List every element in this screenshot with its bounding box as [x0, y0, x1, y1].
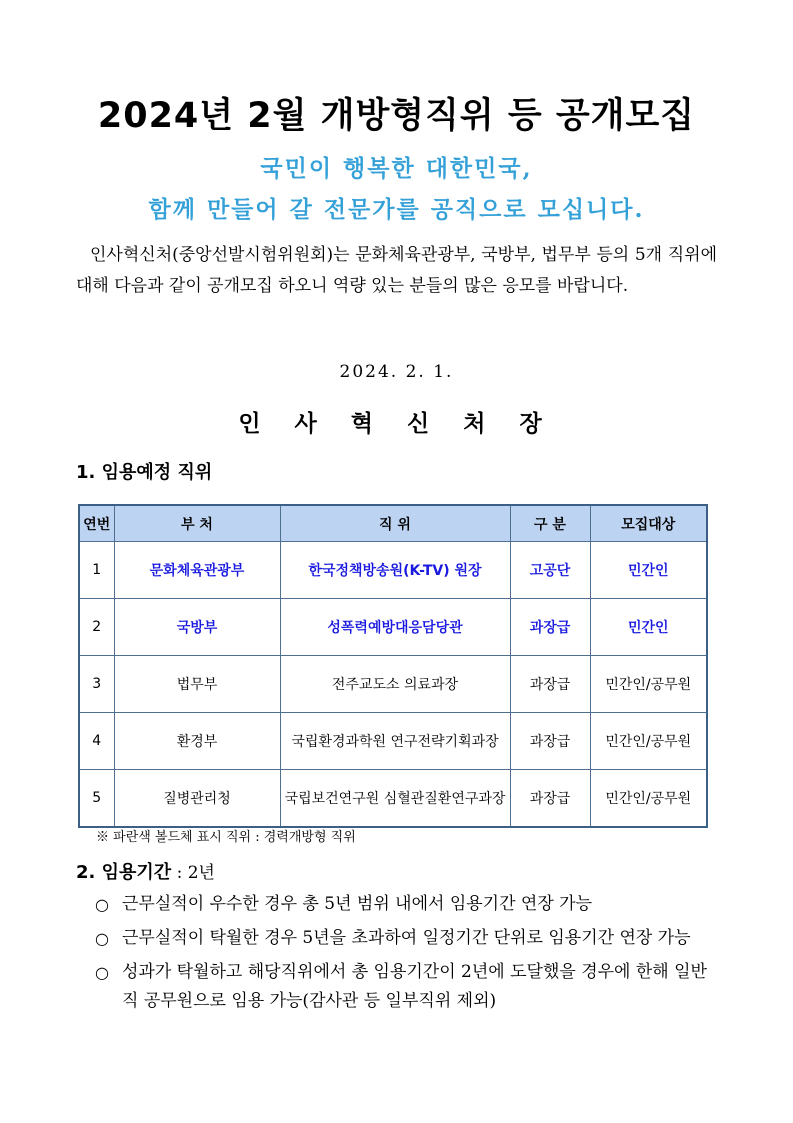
column-header-target: 모집대상 [590, 505, 707, 542]
section-1-heading: 1. 임용예정 직위 [76, 462, 213, 483]
list-item-text: 성과가 탁월하고 해당직위에서 총 임용기간이 2년에 도달했을 경우에 한해 일반직 공무원으로 임용 가능(감사관 등 일부직위 제외) [122, 962, 707, 1011]
section-2-heading [76, 858, 215, 884]
list-item [92, 958, 718, 1016]
row-number: 5 [79, 770, 114, 828]
row-number: 4 [79, 713, 114, 770]
table-row [79, 542, 707, 599]
table-footnote: ※ 파란색 볼드체 표시 직위 : 경력개방형 직위 [96, 830, 356, 845]
list-item [92, 924, 718, 953]
row-number: 1 [79, 542, 114, 599]
ministry-cell: 법무부 [114, 656, 280, 713]
positions-table [78, 504, 708, 828]
list-item [92, 890, 718, 919]
position-cell: 성폭력예방대응담당관 [280, 599, 510, 656]
table-row [79, 599, 707, 656]
list-item-text: 근무실적이 탁월한 경우 5년을 초과하여 일정기간 단위로 임용기간 연장 가능 [122, 928, 691, 948]
target-cell: 민간인 [590, 542, 707, 599]
section-2-heading-label: 2. 임용기간 [76, 862, 172, 883]
grade-cell: 고공단 [510, 542, 590, 599]
table-row [79, 770, 707, 828]
subtitle-line-1: 국민이 행복한 대한민국, [260, 155, 533, 182]
position-cell: 한국정책방송원(K-TV) 원장 [280, 542, 510, 599]
ministry-cell: 환경부 [114, 713, 280, 770]
row-number: 3 [79, 656, 114, 713]
column-header-grade: 구 분 [510, 505, 590, 542]
appointment-term-list [92, 890, 718, 1021]
column-header-ministry: 부 처 [114, 505, 280, 542]
column-header-position: 직 위 [280, 505, 510, 542]
target-cell: 민간인/공무원 [590, 770, 707, 828]
signer: 인 사 혁 신 처 장 [238, 410, 555, 437]
intro-paragraph: 인사혁신처(중앙선발시험위원회)는 문화체육관광부, 국방부, 법무부 등의 5개 직위에 대해 다음과 같이 공개모집 하오니 역량 있는 분들의 많은 응모를 바랍니다. [76, 245, 717, 296]
ministry-cell: 국방부 [114, 599, 280, 656]
position-cell: 전주교도소 의료과장 [280, 656, 510, 713]
grade-cell: 과장급 [510, 599, 590, 656]
row-number: 2 [79, 599, 114, 656]
table-row [79, 713, 707, 770]
grade-cell: 과장급 [510, 656, 590, 713]
position-cell: 국립보건연구원 심혈관질환연구과장 [280, 770, 510, 828]
ministry-cell: 문화체육관광부 [114, 542, 280, 599]
target-cell: 민간인/공무원 [590, 713, 707, 770]
table-row [79, 656, 707, 713]
column-header-no: 연번 [79, 505, 114, 542]
page-title: 2024년 2월 개방형직위 등 공개모집 [97, 96, 696, 136]
announcement-date: 2024. 2. 1. [339, 362, 454, 382]
list-item-text: 근무실적이 우수한 경우 총 5년 범위 내에서 임용기간 연장 가능 [122, 894, 592, 914]
circle-bullet-icon: ○ [95, 929, 109, 948]
ministry-cell: 질병관리청 [114, 770, 280, 828]
circle-bullet-icon: ○ [95, 963, 109, 982]
circle-bullet-icon: ○ [95, 895, 109, 914]
grade-cell: 과장급 [510, 713, 590, 770]
target-cell: 민간인 [590, 599, 707, 656]
subtitle-line-2: 함께 만들어 갈 전문가를 공직으로 모십니다. [148, 196, 645, 223]
table-header-row [79, 505, 707, 542]
position-cell: 국립환경과학원 연구전략기획과장 [280, 713, 510, 770]
appointment-period: : 2년 [171, 863, 215, 883]
target-cell: 민간인/공무원 [590, 656, 707, 713]
grade-cell: 과장급 [510, 770, 590, 828]
